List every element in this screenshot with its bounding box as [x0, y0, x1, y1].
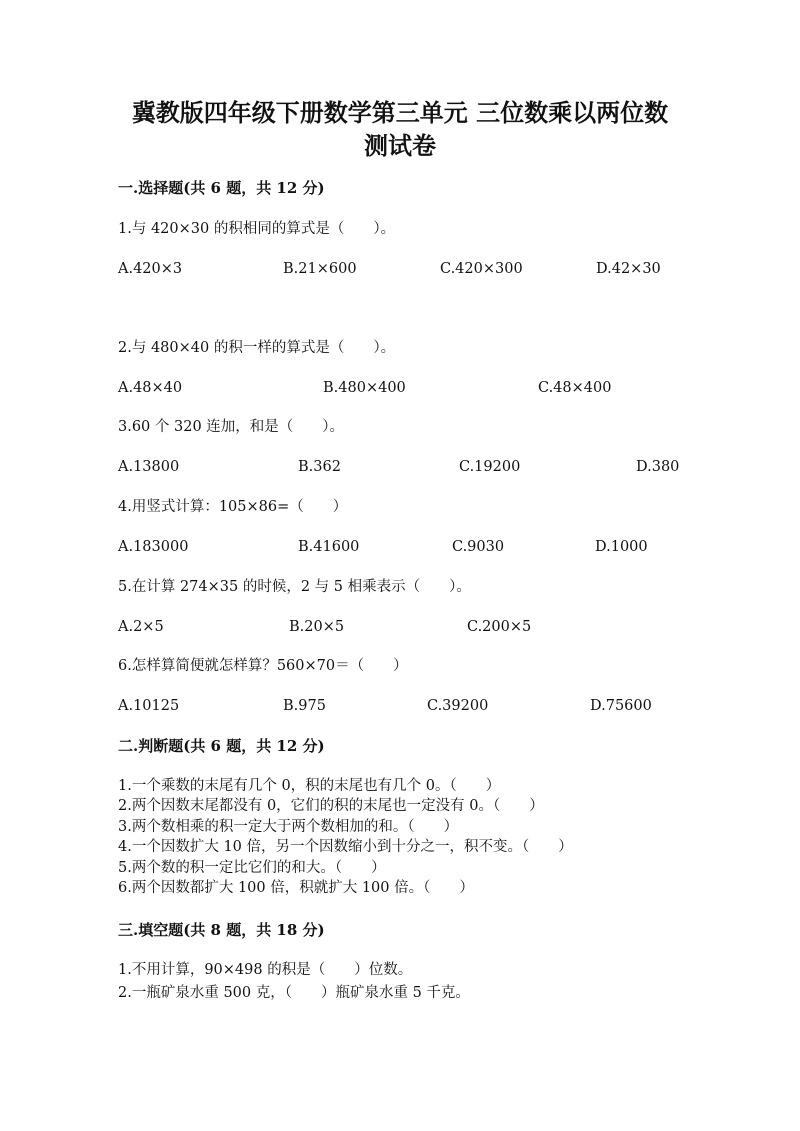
- choice-option: B.362: [298, 459, 341, 475]
- true-false-item: 3.两个数相乘的积一定大于两个数相加的和。（ ）: [118, 819, 459, 835]
- choice-question-6: 6.怎样算简便就怎样算？560×70＝（ ）: [118, 658, 408, 674]
- choice-question-5: 5.在计算 274×35 的时候，2 与 5 相乘表示（ ）。: [118, 579, 471, 595]
- fill-blank-item: 2.一瓶矿泉水重 500 克，（ ）瓶矿泉水重 5 千克。: [118, 985, 470, 1001]
- choice-option: C.420×300: [440, 261, 523, 277]
- true-false-item: 5.两个数的积一定比它们的和大。（ ）: [118, 860, 386, 876]
- page-title: 冀教版四年级下册数学第三单元 三位数乘以两位数: [131, 98, 669, 127]
- choice-option: C.48×400: [538, 380, 612, 396]
- choice-option: A.183000: [118, 539, 189, 555]
- choice-option: A.10125: [118, 698, 180, 714]
- choice-option: C.9030: [452, 539, 505, 555]
- true-false-item: 2.两个因数末尾都没有 0，它们的积的末尾也一定没有 0。（ ）: [118, 798, 544, 814]
- choice-option: B.41600: [298, 539, 360, 555]
- choice-option: B.20×5: [289, 619, 345, 635]
- choice-option: D.42×30: [596, 261, 661, 277]
- choice-option: A.420×3: [118, 261, 183, 277]
- fill-blank-item: 1.不用计算，90×498 的积是（ ）位数。: [118, 962, 413, 978]
- choice-option: B.975: [283, 698, 326, 714]
- choice-question-4: 4.用竖式计算：105×86=（ ）: [118, 499, 348, 515]
- choice-option: A.2×5: [118, 619, 164, 635]
- section-heading-fill-blank: 三.填空题(共 8 题，共 18 分): [118, 921, 325, 939]
- choice-option: A.13800: [118, 459, 180, 475]
- choice-option: B.480×400: [323, 380, 406, 396]
- true-false-item: 1.一个乘数的末尾有几个 0，积的末尾也有几个 0。（ ）: [118, 778, 501, 794]
- choice-option: D.1000: [595, 539, 648, 555]
- choice-option: C.200×5: [467, 619, 532, 635]
- choice-option: D.75600: [590, 698, 652, 714]
- section-heading-choice: 一.选择题(共 6 题，共 12 分): [118, 179, 325, 197]
- choice-question-1: 1.与 420×30 的积相同的算式是（ ）。: [118, 221, 396, 237]
- choice-option: C.19200: [459, 459, 521, 475]
- true-false-item: 6.两个因数都扩大 100 倍，积就扩大 100 倍。（ ）: [118, 880, 474, 896]
- page-title-line2: 测试卷: [364, 131, 436, 160]
- choice-option: C.39200: [427, 698, 489, 714]
- choice-option: B.21×600: [283, 261, 357, 277]
- choice-question-3: 3.60 个 320 连加，和是（ ）。: [118, 419, 345, 435]
- true-false-item: 4.一个因数扩大 10 倍，另一个因数缩小到十分之一，积不变。（ ）: [118, 839, 573, 855]
- section-heading-true-false: 二.判断题(共 6 题，共 12 分): [118, 737, 325, 755]
- choice-option: A.48×40: [118, 380, 183, 396]
- choice-question-2: 2.与 480×40 的积一样的算式是（ ）。: [118, 340, 396, 356]
- choice-option: D.380: [636, 459, 680, 475]
